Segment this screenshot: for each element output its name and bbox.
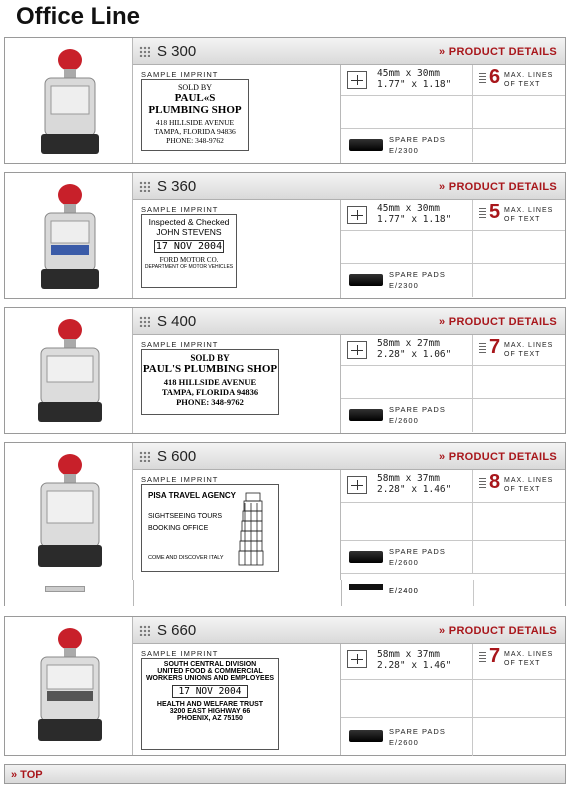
- dimension-text: [377, 473, 451, 495]
- empty-cell: [473, 718, 565, 756]
- model-name: S 660: [157, 622, 197, 639]
- spec-grid: [341, 65, 565, 163]
- pad-code: E/2300: [389, 281, 419, 290]
- imprint-line: PLUMBING SHOP: [148, 104, 242, 116]
- divider: [473, 580, 474, 606]
- imprint-line: DEPARTMENT OF MOTOR VEHICLES: [144, 264, 234, 270]
- imprint-line: PHONE: 348-9762: [176, 397, 244, 407]
- product-header: [133, 617, 565, 644]
- max-label-1: MAX. LINES: [504, 207, 554, 214]
- imprint-line: PHOENIX, AZ 75150: [177, 715, 243, 722]
- grip-icon: [139, 625, 150, 636]
- dim-in: 1.77" x 1.18": [377, 214, 452, 225]
- max-label-1: MAX. LINES: [504, 342, 554, 349]
- dimension-cell: [341, 644, 473, 680]
- text-lines-icon: [479, 208, 486, 220]
- overflow-strip: [4, 580, 566, 606]
- imprint-line: UNITED FOOD & COMMERCIAL: [157, 668, 263, 675]
- text-lines-icon: [479, 478, 486, 490]
- back-to-top-link[interactable]: » TOP: [11, 769, 43, 781]
- divider: [133, 580, 134, 606]
- dimension-cell: [341, 335, 473, 366]
- divider: [341, 580, 342, 606]
- spare-pads-text: [389, 726, 446, 748]
- model-name: S 400: [157, 313, 197, 330]
- model-name: S 300: [157, 43, 197, 60]
- max-label-1: MAX. LINES: [504, 72, 554, 79]
- product-header: [133, 38, 565, 65]
- dim-in: 2.28" x 1.46": [377, 484, 452, 495]
- spare-label: SPARE PADS: [389, 135, 446, 144]
- max-label-1: MAX. LINES: [504, 477, 554, 484]
- max-label-2: OF TEXT: [504, 351, 541, 358]
- dim-mm: 45mm x 30mm: [377, 203, 440, 214]
- grip-icon: [139, 46, 150, 57]
- dimension-icon: [347, 206, 367, 224]
- imprint-date: 17 NOV 2004: [172, 685, 248, 698]
- model-name: S 360: [157, 178, 197, 195]
- imprint-sample: [141, 214, 237, 288]
- spare-label: SPARE PADS: [389, 405, 446, 414]
- imprint-line: 418 HILLSIDE AVENUE: [155, 118, 235, 127]
- product-details-link[interactable]: » PRODUCT DETAILS: [439, 451, 557, 463]
- dimension-cell: [341, 200, 473, 231]
- max-label-2: OF TEXT: [504, 216, 541, 223]
- imprint-sample: [141, 349, 279, 415]
- lines-cell: [473, 335, 565, 366]
- imprint-line: WORKERS UNIONS AND EMPLOYEES: [145, 675, 275, 682]
- dim-mm: 58mm x 27mm: [377, 338, 440, 349]
- spare-pads-cell: [341, 264, 473, 297]
- spare-label: SPARE PADS: [389, 547, 446, 556]
- dimension-icon: [347, 650, 367, 668]
- dimension-text: [377, 338, 451, 360]
- imprint-line: SOLD BY: [190, 353, 230, 363]
- spare-pads-cell: [341, 129, 473, 162]
- product-header: [133, 308, 565, 335]
- ink-pad-icon: [349, 551, 383, 563]
- imprint-label: SAMPLE IMPRINT: [141, 340, 219, 349]
- imprint-line: SOLD BY: [177, 83, 212, 92]
- spare-pads-text: [389, 134, 446, 156]
- imprint-label: SAMPLE IMPRINT: [141, 649, 219, 658]
- imprint-line: FORD MOTOR CO.: [159, 256, 219, 264]
- empty-cell: [473, 541, 565, 574]
- dim-mm: 45mm x 30mm: [377, 68, 440, 79]
- pad-code: E/2300: [389, 146, 419, 155]
- spare-pads-cell: [341, 718, 473, 756]
- dimension-text: [377, 649, 451, 671]
- max-label-2: OF TEXT: [504, 81, 541, 88]
- imprint-sample: [141, 658, 279, 750]
- ink-pad-icon: [349, 139, 383, 151]
- spare-pads-cell: [341, 399, 473, 432]
- imprint-line: SIGHTSEEING TOURS: [148, 513, 223, 520]
- imprint-line: BOOKING OFFICE: [148, 525, 209, 532]
- empty-cell: [341, 96, 473, 129]
- imprint-line: PISA TRAVEL AGENCY: [148, 491, 237, 500]
- pad-code: E/2600: [389, 416, 419, 425]
- grip-icon: [139, 451, 150, 462]
- imprint-line: COME AND DISCOVER ITALY: [148, 555, 224, 561]
- product-details-link[interactable]: » PRODUCT DETAILS: [439, 46, 557, 58]
- imprint-line: HEALTH AND WELFARE TRUST: [156, 701, 264, 708]
- spare-pads-text: [389, 546, 446, 568]
- imprint-area: [133, 335, 341, 433]
- dim-mm: 58mm x 37mm: [377, 473, 440, 484]
- imprint-sample: [141, 484, 279, 572]
- imprint-area: [133, 470, 341, 581]
- product-details-link[interactable]: » PRODUCT DETAILS: [439, 625, 557, 637]
- product-card-s600: [4, 442, 566, 582]
- product-card-s300: [4, 37, 566, 164]
- product-card-s400: [4, 307, 566, 434]
- grip-icon: [139, 181, 150, 192]
- dimension-cell: [341, 65, 473, 96]
- text-lines-icon: [479, 343, 486, 355]
- imprint-line: TAMPA, FLORIDA 94836: [154, 127, 236, 136]
- max-lines-label: [504, 71, 553, 89]
- pad-code: E/2400: [389, 586, 419, 595]
- stamp-image: [5, 443, 133, 581]
- ink-pad-icon: [349, 730, 383, 742]
- imprint-label: SAMPLE IMPRINT: [141, 475, 219, 484]
- max-label-1: MAX. LINES: [504, 651, 554, 658]
- max-label-2: OF TEXT: [504, 660, 541, 667]
- empty-cell: [341, 680, 473, 718]
- imprint-label: SAMPLE IMPRINT: [141, 205, 219, 214]
- spare-pads-text: [389, 269, 446, 291]
- stamp-image: [5, 38, 133, 163]
- max-lines-label: [504, 341, 553, 359]
- spare-label: SPARE PADS: [389, 270, 446, 279]
- lines-cell: [473, 644, 565, 680]
- product-card-s360: [4, 172, 566, 299]
- spare-pads-cell: [341, 541, 473, 574]
- max-label-2: OF TEXT: [504, 486, 541, 493]
- pad-code: E/2600: [389, 558, 419, 567]
- stamp-image: [5, 308, 133, 433]
- empty-cell: [473, 366, 565, 399]
- spec-grid: [341, 644, 565, 755]
- text-lines-icon: [479, 652, 486, 664]
- spec-grid: [341, 470, 565, 581]
- dimension-icon: [347, 71, 367, 89]
- empty-cell: [473, 96, 565, 129]
- imprint-line: SOUTH CENTRAL DIVISION: [163, 661, 257, 668]
- max-lines-label: [504, 206, 553, 224]
- dimension-text: [377, 68, 451, 90]
- lines-cell: [473, 200, 565, 231]
- empty-cell: [341, 231, 473, 264]
- max-lines-label: [504, 476, 553, 494]
- imprint-area: [133, 644, 341, 755]
- ink-pad-icon: [349, 584, 383, 590]
- imprint-line: TAMPA, FLORIDA 94836: [161, 387, 259, 397]
- imprint-area: [133, 200, 341, 298]
- stamp-image: [5, 173, 133, 298]
- dim-mm: 58mm x 37mm: [377, 649, 440, 660]
- empty-cell: [473, 503, 565, 541]
- dimension-text: [377, 203, 451, 225]
- imprint-line: 3200 EAST HIGHWAY 66: [169, 708, 251, 715]
- pad-code: E/2600: [389, 738, 419, 747]
- empty-cell: [473, 399, 565, 432]
- lines-cell: [473, 65, 565, 96]
- stamp-fragment: [45, 586, 85, 592]
- dimension-icon: [347, 476, 367, 494]
- spec-grid: [341, 200, 565, 298]
- lines-cell: [473, 470, 565, 503]
- product-details-link[interactable]: » PRODUCT DETAILS: [439, 181, 557, 193]
- footer-bar: [4, 764, 566, 784]
- ink-pad-icon: [349, 274, 383, 286]
- imprint-line: PAUL«S: [174, 92, 216, 104]
- dim-in: 2.28" x 1.46": [377, 660, 452, 671]
- tower-drawing: [236, 489, 272, 569]
- page-title: Office Line: [16, 3, 141, 30]
- max-lines-value: 6: [489, 66, 501, 88]
- empty-cell: [473, 231, 565, 264]
- imprint-line: PAUL'S PLUMBING SHOP: [142, 363, 278, 375]
- imprint-line: Inspected & Checked: [148, 217, 230, 227]
- empty-cell: [341, 503, 473, 541]
- imprint-date: 17 NOV 2004: [155, 241, 223, 252]
- imprint-label: SAMPLE IMPRINT: [141, 70, 219, 79]
- max-lines-value: 5: [489, 201, 501, 223]
- ink-pad-icon: [349, 409, 383, 421]
- stamp-image: [5, 617, 133, 755]
- empty-cell: [473, 680, 565, 718]
- dimension-cell: [341, 470, 473, 503]
- max-lines-value: 8: [489, 471, 501, 493]
- model-name: S 600: [157, 448, 197, 465]
- grip-icon: [139, 316, 150, 327]
- max-lines-value: 7: [489, 336, 501, 358]
- product-card-s660: [4, 616, 566, 756]
- product-details-link[interactable]: » PRODUCT DETAILS: [439, 316, 557, 328]
- text-lines-icon: [479, 73, 486, 85]
- max-lines-label: [504, 650, 553, 668]
- spec-grid: [341, 335, 565, 433]
- imprint-line: 418 HILLSIDE AVENUE: [163, 377, 257, 387]
- imprint-sample: [141, 79, 249, 151]
- imprint-line: PHONE: 348-9762: [166, 136, 224, 145]
- dim-in: 2.28" x 1.06": [377, 349, 452, 360]
- imprint-line: JOHN STEVENS: [156, 227, 222, 237]
- product-header: [133, 173, 565, 200]
- max-lines-value: 7: [489, 645, 501, 667]
- empty-cell: [341, 366, 473, 399]
- empty-cell: [473, 129, 565, 162]
- empty-cell: [473, 264, 565, 297]
- spare-label: SPARE PADS: [389, 727, 446, 736]
- dimension-icon: [347, 341, 367, 359]
- product-header: [133, 443, 565, 470]
- dim-in: 1.77" x 1.18": [377, 79, 452, 90]
- imprint-area: [133, 65, 341, 163]
- spare-pads-text: [389, 404, 446, 426]
